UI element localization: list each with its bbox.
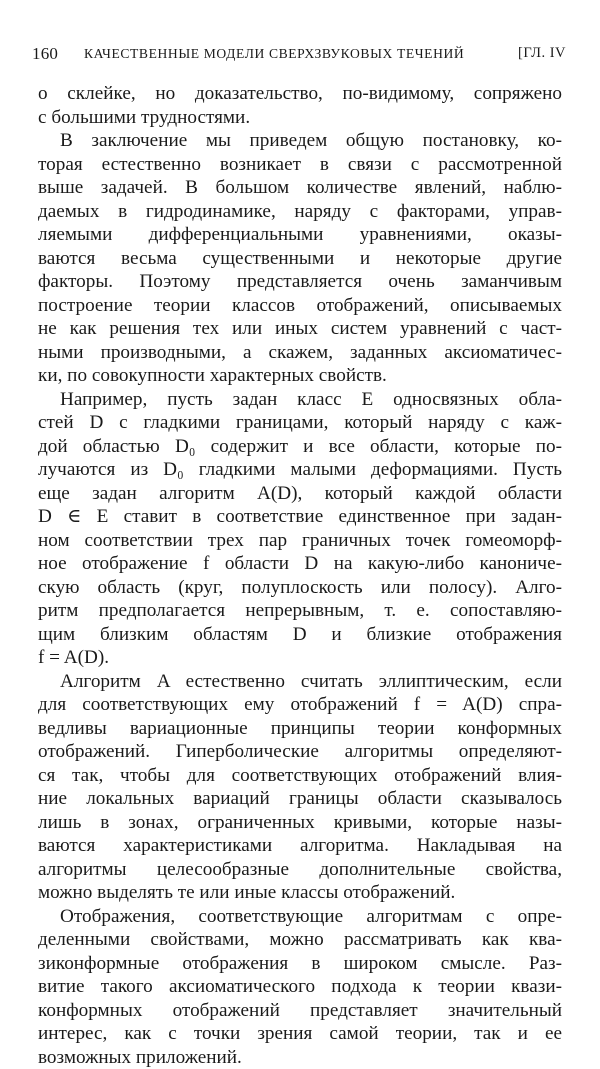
text-line: ритм предполагается непрерывным, т. е. сопоставляю- [38, 599, 562, 623]
text-line: Отображения, соответствующие алгоритмам с опре- [38, 905, 562, 929]
paragraph [38, 670, 562, 905]
paragraph [38, 388, 562, 670]
text-line: стей D с гладкими границами, который наряду с каж- [38, 411, 562, 435]
text-line: лучаются из D₀ гладкими малыми деформациями. Пусть [38, 458, 562, 482]
paragraph [38, 82, 562, 129]
text-line: лишь в зонах, ограниченных кривыми, которые назы- [38, 811, 562, 835]
text-line: ся так, чтобы для соответствующих отображений влия- [38, 764, 562, 788]
text-line: конформных отображений представляет значительный [38, 999, 562, 1023]
text-line: даемых в гидродинамике, наряду с факторами, управ- [38, 200, 562, 224]
text-line: скую область (круг, полуплоскость или полосу). Алго- [38, 576, 562, 600]
text-line: факторы. Поэтому представляется очень заманчивым [38, 270, 562, 294]
text-line: для соответствующих ему отображений f = A(D) спра- [38, 693, 562, 717]
text-line: о склейке, но доказательство, по-видимому, сопряжено [38, 82, 562, 106]
text-line: деленными свойствами, можно рассматривать как ква- [38, 928, 562, 952]
text-line: ведливы вариационные принципы теории конформных [38, 717, 562, 741]
text-line: ное отображение f области D на какую-либо канониче- [38, 552, 562, 576]
text-line: зиконформные отображения в широком смысле. Раз- [38, 952, 562, 976]
text-line: f = A(D). [38, 646, 562, 670]
page-header [32, 44, 566, 66]
text-line: D ∈ E ставит в соответствие единственное при задан- [38, 505, 562, 529]
text-line: ки, по совокупности характерных свойств. [38, 364, 562, 388]
text-line: щим близким областям D и близкие отображения [38, 623, 562, 647]
text-line: дой областью D₀ содержит и все области, которые по- [38, 435, 562, 459]
text-line: выше задачей. В большом количестве явлений, наблю- [38, 176, 562, 200]
text-line: витие такого аксиоматического подхода к теории квази- [38, 975, 562, 999]
paragraph [38, 129, 562, 388]
text-line: еще задан алгоритм A(D), который каждой области [38, 482, 562, 506]
text-line: интерес, как с точки зрения самой теории, так и ее [38, 1022, 562, 1046]
text-line: ном соответствии трех пар граничных точек гомеоморф- [38, 529, 562, 553]
body-text [38, 82, 562, 1069]
paragraph [38, 905, 562, 1069]
text-line: Алгоритм A естественно считать эллиптическим, если [38, 670, 562, 694]
page-number: 160 [32, 44, 58, 64]
text-line: можно выделять те или иные классы отображений. [38, 881, 562, 905]
text-line: возможных приложений. [38, 1046, 562, 1069]
text-line: построение теории классов отображений, описываемых [38, 294, 562, 318]
text-line: ляемыми дифференциальными уравнениями, оказы- [38, 223, 562, 247]
text-line: торая естественно возникает в связи с рассмотренной [38, 153, 562, 177]
text-line: ние локальных вариаций границы области сказывалось [38, 787, 562, 811]
running-title: КАЧЕСТВЕННЫЕ МОДЕЛИ СВЕРХЗВУКОВЫХ ТЕЧЕНИЙ [84, 46, 464, 62]
text-line: В заключение мы приведем общую постановку, ко- [38, 129, 562, 153]
text-line: не как решения тех или иных систем уравнений с част- [38, 317, 562, 341]
text-line: ваются характеристиками алгоритма. Накладывая на [38, 834, 562, 858]
chapter-reference: [ГЛ. IV [518, 45, 566, 62]
text-line: с большими трудностями. [38, 106, 562, 130]
text-line: ными производными, а скажем, заданных аксиоматичес- [38, 341, 562, 365]
text-line: алгоритмы целесообразные дополнительные свойства, [38, 858, 562, 882]
text-line: Например, пусть задан класс E односвязных обла- [38, 388, 562, 412]
text-line: отображений. Гиперболические алгоритмы определяют- [38, 740, 562, 764]
text-line: ваются весьма существенными и некоторые другие [38, 247, 562, 271]
